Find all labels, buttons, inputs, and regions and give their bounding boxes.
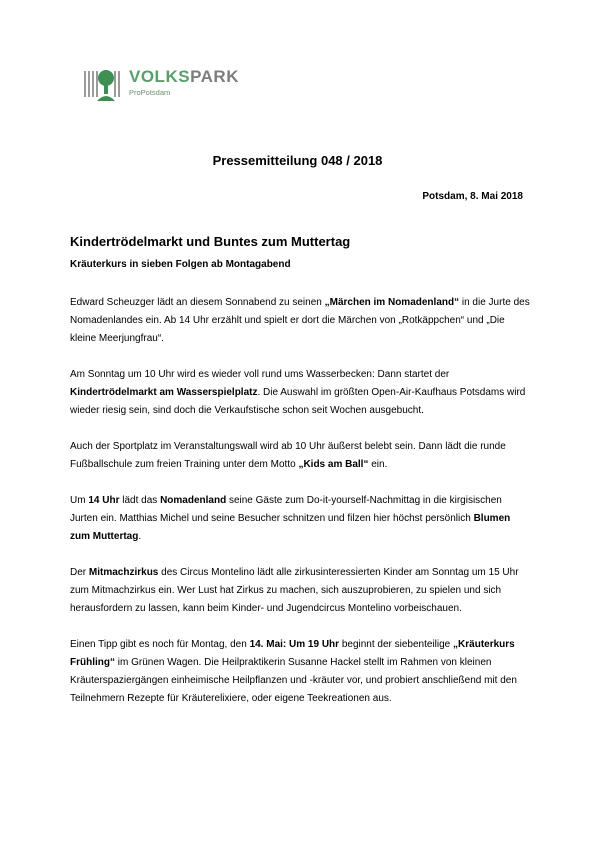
- paragraph-emphasis: „Kids am Ball“: [298, 459, 369, 470]
- logo-wordmark-volks: VOLKS: [129, 67, 191, 86]
- paragraph-text: lädt das: [119, 495, 161, 506]
- press-release-number: Pressemitteilung 048 / 2018: [212, 153, 383, 168]
- paragraph-text: beginnt der siebenteilige: [339, 639, 454, 650]
- paragraph-text: Der: [70, 567, 89, 578]
- paragraph-emphasis: 14 Uhr: [88, 495, 120, 506]
- paragraph-text: seine Gäste zum Do-it-yourself-Nachmittag in die kirgisischen Jurten ein. Matthias Michel und seine Besucher schnitzen und filzen hier höchst persönlich: [70, 495, 502, 524]
- place-date: Potsdam, 8. Mai 2018: [422, 191, 523, 202]
- paragraph-text: Um: [70, 495, 89, 506]
- subheadline: Kräuterkurs in sieben Folgen ab Montagabend: [70, 259, 291, 270]
- paragraph-emphasis: „Märchen im Nomadenland“: [324, 297, 460, 308]
- paragraph-emphasis: „Kräuterkurs Frühling“: [70, 639, 515, 668]
- paragraph-text: Auch der Sportplatz im Veranstaltungswall wird ab 10 Uhr äußerst belebt sein. Dann lädt die runde Fußballschule zum freien Training unter dem Motto: [70, 441, 506, 470]
- paragraph-text: . Die Auswahl im größten Open-Air-Kaufhaus Potsdams wird wieder riesig sein, sind doch die Verkaufstische schon seit Wochen ausgebucht.: [70, 387, 526, 416]
- logo-wordmark-park: PARK: [190, 67, 239, 86]
- paragraph-text: des Circus Montelino lädt alle zirkusinteressierten Kinder am Sonntag um 15 Uhr zum Mitmachzirkus ein. Wer Lust hat Zirkus zu machen, sich auszuprobieren, zu spielen und sich herausfordern zu lassen, kann beim Kinder- und Jugendcircus Montelino vorbeischauen.: [70, 567, 519, 614]
- paragraph-2: [70, 366, 530, 420]
- paragraph-text: Am Sonntag um 10 Uhr wird es wieder voll rund ums Wasserbecken: Dann startet der: [70, 369, 450, 380]
- logo-subtitle: ProPotsdam: [129, 88, 171, 97]
- paragraph-6: [70, 636, 530, 708]
- paragraph-5: [70, 564, 530, 618]
- paragraph-emphasis: Kindertrödelmarkt am Wasserspielplatz: [70, 387, 258, 398]
- paragraph-text: Einen Tipp gibt es noch für Montag, den: [70, 639, 250, 650]
- volkspark-logo-icon: [83, 67, 121, 103]
- paragraph-emphasis: Nomadenland: [160, 495, 227, 506]
- logo-wordmark: [129, 67, 239, 87]
- paragraph-emphasis: 14. Mai: Um 19 Uhr: [249, 639, 340, 650]
- headline: Kindertrödelmarkt und Buntes zum Muttertag: [70, 234, 351, 249]
- paragraph-1: [70, 294, 530, 348]
- paragraph-text: in die Jurte des Nomadenlandes ein. Ab 14 Uhr erzählt und spielt er dort die Märchen von „Rotkäppchen“ und „Die kleine Meerjungfrau“.: [70, 297, 530, 344]
- volkspark-logo: [83, 67, 253, 105]
- paragraph-text: ein.: [368, 459, 388, 470]
- paragraph-emphasis: Mitmachzirkus: [88, 567, 159, 578]
- paragraph-text: .: [138, 531, 142, 542]
- press-body: [70, 294, 530, 726]
- paragraph-4: [70, 492, 530, 546]
- paragraph-text: im Grünen Wagen. Die Heilpraktikerin Susanne Hackel stellt im Rahmen von kleinen Kräuterspaziergängen einheimische Heilpflanzen und -kräuter vor, und probiert anschließend mit den Teilnehmern Rezepte für Kräuterelixiere, oder eigene Teekreationen aus.: [70, 657, 517, 704]
- paragraph-emphasis: Blumen zum Muttertag: [70, 513, 511, 542]
- paragraph-3: [70, 438, 530, 474]
- paragraph-text: Edward Scheuzger lädt an diesem Sonnabend zu seinen: [70, 297, 325, 308]
